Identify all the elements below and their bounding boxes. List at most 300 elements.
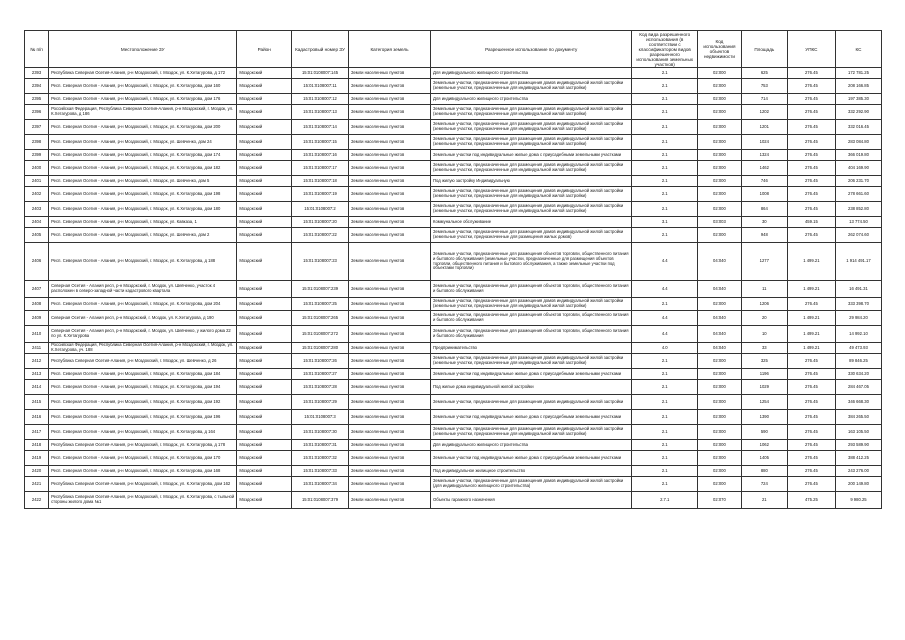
cell-cadastral-number: 15:01:0108007:30 [292,425,349,440]
cell-property-use-code: 02:000 [698,451,742,466]
cell-district: Моздокский [237,343,292,354]
cell-location: Респ. Северная Осетия - Алания, р-н Моздокский, г. Моздок, ул. К.Хетагурова, дом 198 [49,187,237,202]
cell-ks: 366 019.80 [835,150,881,161]
cell-number: 2398 [25,135,49,150]
cell-ks: 262 074.60 [835,228,881,243]
cell-location: Респ. Северная Осетия - Алания, р-н Моздокский, г. Моздок, ул. К.Хетагурова, дом 182 [49,161,237,176]
cell-property-use-code: 03:003 [698,217,742,228]
cell-property-use-code: 02:000 [698,120,742,135]
cell-land-category: Земли населенных пунктов [348,492,430,509]
cell-property-use-code: 02:000 [698,395,742,410]
cell-location: Республика Северная Осетия-Алания, р-н Моздокский, г. Моздок, ул. К.Хетагурова, с тыльной стороны жилого дома №1 [49,492,237,509]
cell-upks: 276.45 [787,135,835,150]
cell-district: Моздокский [237,79,292,94]
table-row [25,425,882,440]
cell-location: Респ. Северная Осетия - Алания, р-н Моздокский, г. Моздок, ул. К.Хетагурова, дом 192 [49,395,237,410]
cell-number: 2421 [25,477,49,492]
cell-number: 2412 [25,354,49,369]
cell-district: Моздокский [237,135,292,150]
cell-cadastral-number: 15:01:0108007:280 [292,343,349,354]
cell-number: 2394 [25,79,49,94]
cell-permitted-use: Земельные участки, предназначенные для размещения объектов торговли, общественного питания и бытового обслуживания (земельные участки, предназначенные для размещения объектов торговли, общественного питания и бытового обслуживания, а также земельные участки под объектами торговли) [431,243,632,281]
cell-area: 1254 [741,395,787,410]
cell-area: 1008 [741,187,787,202]
cell-cadastral-number: 15:01:0108007:20 [292,217,349,228]
cell-property-use-code: 02:000 [698,105,742,120]
table-row [25,187,882,202]
cell-upks: 276.45 [787,425,835,440]
cell-upks: 1 499.21 [787,281,835,298]
cell-land-category: Земли населенных пунктов [348,440,430,451]
cell-upks: 276.45 [787,477,835,492]
cell-area: 880 [741,466,787,477]
cell-area: 1390 [741,410,787,425]
cell-district: Моздокский [237,477,292,492]
cell-location: Респ. Северная Осетия - Алания, р-н Моздокский, г. Моздок, ул. К.Хетагурова, дом 160 [49,79,237,94]
cell-use-code: 4.4 [632,311,698,326]
cell-cadastral-number: 15:01:0108007:15 [292,135,349,150]
header-location: Местоположение ЗУ [49,31,237,68]
cell-use-code: 2.1 [632,202,698,217]
cell-property-use-code: 02:000 [698,425,742,440]
cell-district: Моздокский [237,217,292,228]
table-row [25,79,882,94]
cell-property-use-code: 02:000 [698,94,742,105]
cell-cadastral-number: 15:01:0108007:239 [292,281,349,298]
cell-use-code: 2.1 [632,105,698,120]
cell-cadastral-number: 15:01:0108007:32 [292,451,349,466]
cell-ks: 16 491.31 [835,281,881,298]
cell-property-use-code: 02:000 [698,228,742,243]
cell-upks: 276.45 [787,228,835,243]
cell-district: Моздокский [237,326,292,343]
cell-area: 33 [741,343,787,354]
table-row [25,466,882,477]
cell-use-code: 4.4 [632,326,698,343]
cell-area: 724 [741,477,787,492]
table-row [25,369,882,380]
cell-ks: 332 016.45 [835,120,881,135]
cell-use-code: 2.1 [632,120,698,135]
cell-upks: 459.15 [787,217,835,228]
cell-number: 2416 [25,410,49,425]
cell-upks: 1 499.21 [787,326,835,343]
table-row [25,440,882,451]
cell-location: Северная Осетия - Алания респ, р-н Моздокский, г. Моздок, ул. Шевченко, у жилого дома 22 по ул. К.Хетагурова [49,326,237,343]
cell-land-category: Земли населенных пунктов [348,343,430,354]
cell-district: Моздокский [237,466,292,477]
cell-location: Российская Федерация, Республика Северная Осетия-Алания, р-н Моздокский, г. Моздок, ул. К.Хетагурова, д 186 [49,105,237,120]
table-row [25,326,882,343]
table-row [25,176,882,187]
cell-location: Респ. Северная Осетия - Алания, р-н Моздокский, г. Моздок, ул. К.Хетагурова, дом 174 [49,150,237,161]
table-header-row [25,31,882,68]
cell-land-category: Земли населенных пунктов [348,243,430,281]
table-row [25,395,882,410]
document-page [24,30,882,509]
cell-land-category: Земли населенных пунктов [348,187,430,202]
cell-number: 2411 [25,343,49,354]
cell-land-category: Земли населенных пунктов [348,311,430,326]
cell-number: 2414 [25,380,49,395]
cell-upks: 1 499.21 [787,243,835,281]
cell-area: 11 [741,281,787,298]
cell-property-use-code: 02:000 [698,466,742,477]
cell-use-code: 2.1 [632,410,698,425]
cell-property-use-code: 02:000 [698,410,742,425]
cell-location: Респ. Северная Осетия - Алания, р-н Моздокский, г. Моздок, ул. К.Хетагурова, дом 180 [49,202,237,217]
cell-property-use-code: 04:040 [698,311,742,326]
cell-location: Республика Северная Осетия-Алания, р-н Моздокский, г. Моздок, ул. К.Хетагурова, д 178 [49,440,237,451]
cell-land-category: Земли населенных пунктов [348,466,430,477]
cell-cadastral-number: 15:01:0108007:145 [292,68,349,79]
cell-use-code: 2.1 [632,150,698,161]
cell-land-category: Земли населенных пунктов [348,410,430,425]
cell-property-use-code: 04:040 [698,326,742,343]
table-row [25,354,882,369]
cell-district: Моздокский [237,492,292,509]
cell-upks: 276.45 [787,395,835,410]
cell-upks: 276.45 [787,466,835,477]
cell-property-use-code: 02:000 [698,187,742,202]
cell-upks: 276.45 [787,202,835,217]
cell-cadastral-number: 15:01:0108007:23 [292,243,349,281]
cell-cadastral-number: 15:01:0108007:14 [292,120,349,135]
cell-use-code: 2.1 [632,354,698,369]
cell-use-code: 2.1 [632,466,698,477]
cell-ks: 89 846.25 [835,354,881,369]
cell-ks: 163 105.50 [835,425,881,440]
table-row [25,477,882,492]
cell-district: Моздокский [237,281,292,298]
cell-upks: 276.45 [787,79,835,94]
cell-land-category: Земли населенных пунктов [348,298,430,311]
cell-property-use-code: 02:000 [698,68,742,79]
cell-area: 590 [741,425,787,440]
cell-land-category: Земли населенных пунктов [348,150,430,161]
cell-number: 2413 [25,369,49,380]
cell-permitted-use: Земельные участки, предназначенные для размещения домов индивидуальной жилой застройки (земельные участки, предназначенные для индивидуальной жилой застройки) [431,298,632,311]
cell-upks: 1 499.21 [787,311,835,326]
cell-number: 2410 [25,326,49,343]
cell-permitted-use: Земельные участки, предназначенные для размещения домов индивидуальной жилой застройки (земельные участки, предназначенные для индивидуальной жилой застройки) [431,425,632,440]
cell-number: 2403 [25,202,49,217]
cell-permitted-use: Земельные участки, предназначенные для размещения домов индивидуальной жилой застройки (земельные участки, предназначенные для индивидуальной жилой застройки) [431,161,632,176]
cell-use-code: 4.4 [632,281,698,298]
table-row [25,492,882,509]
cell-ks: 206 231.70 [835,176,881,187]
cell-use-code: 4.0 [632,343,698,354]
cell-ks: 9 980.25 [835,492,881,509]
table-row [25,217,882,228]
cell-cadastral-number: 15:01:0108007:379 [292,492,349,509]
cell-area: 1462 [741,161,787,176]
cell-district: Моздокский [237,176,292,187]
table-row [25,380,882,395]
cell-property-use-code: 02:000 [698,298,742,311]
header-land-category: Категория земель [348,31,430,68]
cell-use-code: 2.1 [632,135,698,150]
cell-area: 1206 [741,298,787,311]
table-row [25,161,882,176]
cell-ks: 49 473.93 [835,343,881,354]
cell-location: Респ. Северная Осетия - Алания, р-н Моздокский, г. Моздок, ул. К.Хетагурова, дом 200 [49,120,237,135]
cell-number: 2422 [25,492,49,509]
cell-area: 1405 [741,451,787,466]
cell-permitted-use: Земельные участки, предназначенные для размещения домов индивидуальной жилой застройки (земельные участки, предназначенные для индивидуальной жилой застройки) [431,187,632,202]
table-row [25,311,882,326]
table-row [25,150,882,161]
cell-permitted-use: Земельные участки, предназначенные для размещения домов индивидуальной жилой застройки (земельные участки, предназначенные для индивидуальной жилой застройки) [431,202,632,217]
cell-property-use-code: 02:000 [698,79,742,94]
table-row [25,451,882,466]
cell-cadastral-number: 15:01:0108007:12 [292,94,349,105]
cell-number: 2404 [25,217,49,228]
cell-district: Моздокский [237,150,292,161]
cell-area: 10 [741,326,787,343]
cell-cadastral-number: 15:01:0108007:3 [292,410,349,425]
cell-permitted-use: Земельные участки, предназначенные для размещения домов индивидуальной жилой застройки (земельные участки, предназначенные для размещения жилых домов) [431,228,632,243]
cell-upks: 276.45 [787,369,835,380]
cell-permitted-use: Земельные участки, предназначенные для размещения домов индивидуальной жилой застройки (для индивидуального жилищного строительства) [431,477,632,492]
cell-permitted-use: Для индивидуального жилищного строительства [431,94,632,105]
cell-use-code: 2.1 [632,369,698,380]
cell-permitted-use: Земельные участки, предназначенные для размещения домов индивидуальной жилой застройки (земельные участки, предназначенные для индивидуальной жилой застройки) [431,135,632,150]
cell-use-code: 2.1 [632,68,698,79]
cell-number: 2396 [25,105,49,120]
cell-location: Респ. Северная Осетия - Алания, р-н Моздокский, г. Моздок, ул. К.Хетагурова, дом 196 [49,410,237,425]
cell-location: Респ. Северная Осетия - Алания, р-н Моздокский, г. Моздок, ул. К.Хетагурова, дом 204 [49,298,237,311]
cell-ks: 243 276.00 [835,466,881,477]
cell-permitted-use: Земельные участки, предназначенные для размещения домов индивидуальной жилой застройки [431,395,632,410]
cell-use-code: 2.1 [632,94,698,105]
cell-cadastral-number: 15:01:0108007:29 [292,395,349,410]
cell-permitted-use: Земельные участки под индивидуальные жилые дома с приусадебными земельными участками [431,451,632,466]
cell-area: 714 [741,94,787,105]
cell-area: 325 [741,354,787,369]
cell-property-use-code: 02:000 [698,354,742,369]
cell-district: Моздокский [237,243,292,281]
table-row [25,228,882,243]
cell-property-use-code: 04:040 [698,281,742,298]
cell-property-use-code: 02:000 [698,477,742,492]
cell-permitted-use: Земельные участки под индивидуальные жилые дома с приусадебными земельными участками [431,369,632,380]
cell-land-category: Земли населенных пунктов [348,451,430,466]
header-area: Площадь [741,31,787,68]
cell-location: Респ. Северная Осетия - Алания, р-н Моздокский, г. Моздок, ул. Кавказа, 1 [49,217,237,228]
cell-cadastral-number: 15:01:0108007:2 [292,202,349,217]
cell-upks: 276.45 [787,68,835,79]
cell-permitted-use: Под жилую застройку Индивидуальную [431,176,632,187]
table-row [25,202,882,217]
cell-upks: 276.45 [787,187,835,202]
cell-use-code: 2.1 [632,161,698,176]
cell-location: Респ. Северная Осетия - Алания, р-н Моздокский, г. Моздок, ул. К.Хетагурова, дом 184 [49,369,237,380]
cell-number: 2399 [25,150,49,161]
cell-ks: 388 412.25 [835,451,881,466]
cell-ks: 346 668.30 [835,395,881,410]
table-row [25,68,882,79]
cell-location: Республика Северная Осетия-Алания, р-н Моздокский, г. Моздок, ул. К.Хетагурова, д 172 [49,68,237,79]
cell-permitted-use: Коммунальное обслуживание [431,217,632,228]
cell-property-use-code: 02:000 [698,380,742,395]
cell-use-code: 2.1 [632,451,698,466]
cell-number: 2418 [25,440,49,451]
cell-upks: 276.45 [787,105,835,120]
cell-upks: 276.45 [787,94,835,105]
cell-ks: 293 589.90 [835,440,881,451]
table-row [25,243,882,281]
cell-use-code: 2.1 [632,176,698,187]
table-row [25,281,882,298]
cell-location: Респ. Северная Осетия - Алания, р-н Моздокский, г. Моздок, ул. Шевченко, дом 5 [49,176,237,187]
cell-number: 2420 [25,466,49,477]
cell-district: Моздокский [237,425,292,440]
cell-area: 864 [741,202,787,217]
cell-number: 2397 [25,120,49,135]
cell-cadastral-number: 15:01:0108007:28 [292,380,349,395]
cell-ks: 330 634.20 [835,369,881,380]
cell-land-category: Земли населенных пунктов [348,395,430,410]
cell-district: Моздокский [237,395,292,410]
cell-location: Северная Осетия - Алания респ, р-н Моздокский, г. Моздок, ул. К.Хетагурова, д 190 [49,311,237,326]
cell-use-code: 2.1 [632,395,698,410]
cell-upks: 475.25 [787,492,835,509]
cell-district: Моздокский [237,369,292,380]
cell-permitted-use: Земельные участки под индивидуальные жилые дома с приусадебными земельными участками [431,150,632,161]
cell-land-category: Земли населенных пунктов [348,105,430,120]
cell-use-code: 2.1 [632,228,698,243]
cell-cadastral-number: 15:01:0108007:27 [292,369,349,380]
cell-area: 948 [741,228,787,243]
cell-upks: 276.45 [787,380,835,395]
cell-number: 2402 [25,187,49,202]
cell-district: Моздокский [237,202,292,217]
cell-upks: 276.45 [787,451,835,466]
cell-permitted-use: Земельные участки, предназначенные для размещения домов индивидуальной жилой застройки (земельные участки, предназначенные для индивидуальной жилой застройки) [431,105,632,120]
table-row [25,410,882,425]
cell-cadastral-number: 15:01:0108007:25 [292,298,349,311]
cell-number: 2407 [25,281,49,298]
cell-permitted-use: Под жилые дома индивидуальной жилой застройки [431,380,632,395]
cell-cadastral-number: 15:01:0108007:16 [292,150,349,161]
cell-district: Моздокский [237,187,292,202]
cell-area: 1202 [741,105,787,120]
cell-location: Республика Северная Осетия-Алания, р-н Моздокский, г. Моздок, ул. К.Хетагурова, дом 162 [49,477,237,492]
cell-land-category: Земли населенных пунктов [348,326,430,343]
cell-cadastral-number: 15:01:0108007:33 [292,466,349,477]
cell-location: Респ. Северная Осетия - Алания, р-н Моздокский, г. Моздок, ул. К.Хетагурова, дом 170 [49,451,237,466]
cell-location: Респ. Северная Осетия - Алания, р-н Моздокский, г. Моздок, ул. Шевченко, дом 24 [49,135,237,150]
cell-cadastral-number: 15:01:0108007:13 [292,105,349,120]
header-number: № п/п [25,31,49,68]
cell-area: 20 [741,311,787,326]
cell-ks: 208 166.85 [835,79,881,94]
cell-use-code: 2.1 [632,477,698,492]
cell-use-code: 2.1 [632,79,698,94]
cell-location: Респ. Северная Осетия - Алания, р-н Моздокский, г. Моздок, ул. К.Хетагурова, дом 176 [49,94,237,105]
cell-land-category: Земли населенных пунктов [348,176,430,187]
cell-use-code: 2.1 [632,380,698,395]
cell-ks: 200 149.80 [835,477,881,492]
cell-cadastral-number: 15:01:0108007:272 [292,326,349,343]
cell-land-category: Земли населенных пунктов [348,202,430,217]
cell-land-category: Земли населенных пунктов [348,228,430,243]
cell-land-category: Земли населенных пунктов [348,68,430,79]
cell-use-code: 4.4 [632,243,698,281]
cell-district: Моздокский [237,298,292,311]
header-cadastral-number: Кадастровый номер ЗУ [292,31,349,68]
table-body [25,68,882,509]
cell-area: 746 [741,176,787,187]
cell-property-use-code: 04:040 [698,243,742,281]
cell-district: Моздокский [237,68,292,79]
cell-land-category: Земли населенных пунктов [348,369,430,380]
cell-upks: 276.45 [787,176,835,187]
cell-district: Моздокский [237,451,292,466]
cell-area: 1201 [741,120,787,135]
cell-upks: 276.45 [787,150,835,161]
cell-district: Моздокский [237,380,292,395]
cell-permitted-use: Земельные участки, предназначенные для размещения домов индивидуальной жилой застройки (земельные участки, предназначенные для индивидуальной жилой застройки) [431,120,632,135]
header-ks: КС [835,31,881,68]
cell-cadastral-number: 15:01:0108007:34 [292,477,349,492]
cell-land-category: Земли населенных пунктов [348,120,430,135]
cell-ks: 404 169.90 [835,161,881,176]
cell-permitted-use: Земельные участки, предназначенные для размещения объектов торговли, общественного питания и бытового обслуживания [431,311,632,326]
cell-district: Моздокский [237,105,292,120]
cell-cadastral-number: 15:01:0108007:265 [292,311,349,326]
cell-district: Моздокский [237,410,292,425]
cell-property-use-code: 02:000 [698,150,742,161]
cell-property-use-code: 02:070 [698,492,742,509]
land-plots-table [24,30,882,509]
cell-upks: 276.45 [787,440,835,451]
cell-number: 2400 [25,161,49,176]
cell-number: 2419 [25,451,49,466]
cell-land-category: Земли населенных пунктов [348,425,430,440]
cell-permitted-use: Для индивидуального жилищного строительства [431,440,632,451]
cell-cadastral-number: 15:01:0108007:17 [292,161,349,176]
cell-upks: 1 499.21 [787,343,835,354]
cell-number: 2408 [25,298,49,311]
cell-upks: 276.45 [787,161,835,176]
cell-ks: 172 781.25 [835,68,881,79]
cell-land-category: Земли населенных пунктов [348,380,430,395]
cell-location: Респ. Северная Осетия - Алания, р-н Моздокский, г. Моздок, ул. К.Хетагурова, д 188 [49,243,237,281]
cell-permitted-use: Земельные участки, предназначенные для размещения объектов торговли, общественного питания и бытового обслуживания [431,281,632,298]
cell-ks: 333 398.70 [835,298,881,311]
cell-number: 2405 [25,228,49,243]
cell-permitted-use: Земельные участки, предназначенные для размещения домов индивидуальной жилой застройки (земельные участки, предназначенные для индивидуальной жилой застройки) [431,354,632,369]
cell-ks: 332 292.90 [835,105,881,120]
cell-area: 625 [741,68,787,79]
cell-land-category: Земли населенных пунктов [348,217,430,228]
cell-area: 1277 [741,243,787,281]
cell-land-category: Земли населенных пунктов [348,281,430,298]
cell-property-use-code: 02:000 [698,202,742,217]
cell-location: Российская Федерация, Республика Северная Осетия-Алания, р-н Моздокский, г. Моздок, ул. К.Хетагурова, уч. 188 [49,343,237,354]
cell-location: Респ. Северная Осетия - Алания, р-н Моздокский, г. Моздок, ул. К.Хетагурова, дом 168 [49,466,237,477]
cell-ks: 238 852.80 [835,202,881,217]
cell-use-code: 2.1 [632,187,698,202]
header-permitted-use: Разрешенное использование по документу [431,31,632,68]
header-use-code: Код вида разрешенного использования (в соответствии с классификатором видов разрешенного использования земельных участков) [632,31,698,68]
cell-cadastral-number: 15:01:0108007:18 [292,176,349,187]
cell-number: 2409 [25,311,49,326]
cell-district: Моздокский [237,94,292,105]
cell-area: 1029 [741,380,787,395]
